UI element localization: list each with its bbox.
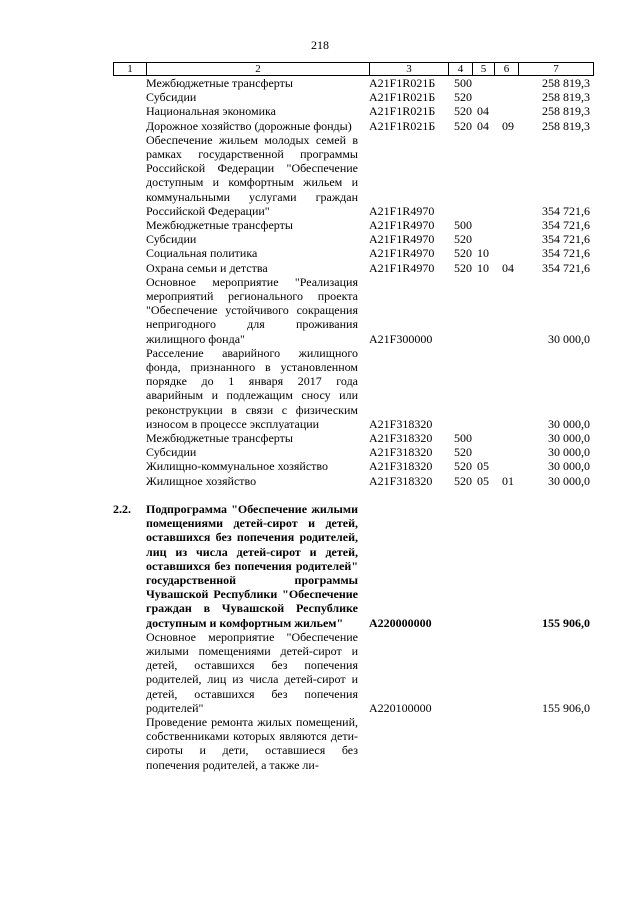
- row-code: A21F1R4970: [369, 218, 435, 233]
- row-name: Охрана семьи и детства: [146, 260, 268, 275]
- row-name: Субсидии: [146, 90, 197, 105]
- table-body: [0, 76, 640, 772]
- row-value: 155 906,0: [542, 615, 590, 630]
- row-value: 258 819,3: [542, 76, 590, 90]
- row-col-4: 500: [454, 218, 472, 233]
- row-name: Жилищное хозяйство: [146, 473, 257, 488]
- table-row: [0, 474, 640, 488]
- row-value: 30 000,0: [548, 416, 590, 431]
- row-col-4: 500: [454, 76, 472, 90]
- row-col-5: 04: [477, 118, 489, 133]
- row-code: A21F1R4970: [369, 246, 435, 261]
- row-col-4: 520: [454, 104, 472, 119]
- table-row: [0, 630, 640, 715]
- row-value: 30 000,0: [548, 331, 590, 346]
- row-name: Национальная экономика: [146, 104, 276, 119]
- table-row: [0, 261, 640, 275]
- row-col-5: 04: [477, 104, 489, 119]
- row-value: 354 721,6: [542, 203, 590, 218]
- row-col-6: 01: [502, 473, 514, 488]
- header-col-2: 2: [147, 62, 370, 76]
- header-col-1: 1: [113, 62, 147, 76]
- table-row: [0, 119, 640, 133]
- row-value: 258 819,3: [542, 90, 590, 105]
- row-code: A21F1R4970: [369, 203, 435, 218]
- row-col-4: 520: [454, 232, 472, 247]
- row-col-4: 520: [454, 260, 472, 275]
- row-code: A21F318320: [369, 431, 433, 446]
- row-code: A220100000: [369, 700, 432, 715]
- row-value: 354 721,6: [542, 246, 590, 261]
- row-code: A21F318320: [369, 473, 433, 488]
- row-value: 30 000,0: [548, 445, 590, 460]
- row-name: Проведение ремонта жилых помещений, собственниками которых являются дети-сироты и дети, оставшиеся без попечения родителей, а также ли-: [146, 714, 358, 772]
- row-name: Жилищно-коммунальное хозяйство: [146, 459, 329, 474]
- row-code: A21F318320: [369, 445, 433, 460]
- table-row: [0, 246, 640, 260]
- row-col-5: 05: [477, 473, 489, 488]
- row-col-4: 500: [454, 431, 472, 446]
- header-col-6: 6: [495, 62, 519, 76]
- row-code: A21F1R4970: [369, 232, 435, 247]
- row-value: 354 721,6: [542, 232, 590, 247]
- row-col-5: 05: [477, 459, 489, 474]
- row-col-4: 520: [454, 90, 472, 105]
- table-row: [0, 133, 640, 218]
- row-code: A21F1R021Б: [369, 104, 436, 119]
- header-col-4: 4: [449, 62, 473, 76]
- row-col-4: 520: [454, 473, 472, 488]
- table-row: [0, 502, 640, 630]
- table-row: [0, 715, 640, 772]
- row-col-4: 520: [454, 118, 472, 133]
- row-code: A21F318320: [369, 416, 433, 431]
- table-row: [0, 218, 640, 232]
- row-value: 258 819,3: [542, 118, 590, 133]
- row-name: Подпрограмма "Обеспечение жилыми помещениями детей-сирот и детей, оставшихся без попечения родителей, лиц из числа детей-сирот и детей, оставшихся без попечения родителей" государственной программы Чувашской Республики "Обеспечение граждан в Чувашской Республике доступным и комфортным жильем": [146, 501, 358, 630]
- row-col-5: 10: [477, 260, 489, 275]
- row-col-4: 520: [454, 246, 472, 261]
- row-value: 155 906,0: [542, 700, 590, 715]
- row-name: Межбюджетные трансферты: [146, 218, 293, 233]
- row-col-6: 04: [502, 260, 514, 275]
- row-name: Обеспечение жильем молодых семей в рамках государственной программы Российской Федерации "Обеспечение доступным и комфортным жильем и коммунальными услугами граждан Российской Федерации": [146, 132, 358, 218]
- table-row: [0, 104, 640, 118]
- header-col-7: 7: [519, 62, 594, 76]
- row-value: 30 000,0: [548, 431, 590, 446]
- row-code: A21F1R021Б: [369, 118, 436, 133]
- row-gap: [0, 488, 640, 502]
- row-name: Дорожное хозяйство (дорожные фонды): [146, 118, 352, 133]
- row-name: Межбюджетные трансферты: [146, 431, 293, 446]
- row-name: Межбюджетные трансферты: [146, 76, 293, 90]
- row-col-6: 09: [502, 118, 514, 133]
- row-value: 30 000,0: [548, 473, 590, 488]
- row-name: Субсидии: [146, 445, 197, 460]
- table-row: [0, 76, 640, 90]
- row-name: Социальная политика: [146, 246, 258, 261]
- table-row: [0, 275, 640, 346]
- row-col-5: 10: [477, 246, 489, 261]
- header-col-5: 5: [473, 62, 495, 76]
- row-name: Основное мероприятие "Реализация мероприятий регионального проекта "Обеспечение устойчивого сокращения непригодного для проживания жилищного фонда": [146, 274, 358, 346]
- row-code: A21F1R021Б: [369, 76, 436, 90]
- row-name: Расселение аварийного жилищного фонда, признанного в установленном порядке до 1 января 2017 года аварийным и подлежащим сносу или реконструкции в связи с физическим износом в процессе эксплуатации: [146, 345, 358, 431]
- table-row: [0, 459, 640, 473]
- row-code: A21F300000: [369, 331, 433, 346]
- row-code: A21F318320: [369, 459, 433, 474]
- row-name: Основное мероприятие "Обеспечение жилыми помещениями детей-сирот и детей, оставшихся без попечения родителей, лиц из числа детей-сирот и детей, оставшихся без попечения родителей": [146, 629, 358, 715]
- row-value: 30 000,0: [548, 459, 590, 474]
- table-row: [0, 90, 640, 104]
- row-value: 354 721,6: [542, 218, 590, 233]
- row-value: 354 721,6: [542, 260, 590, 275]
- row-code: A21F1R4970: [369, 260, 435, 275]
- table-row: [0, 431, 640, 445]
- row-code: A220000000: [369, 615, 432, 630]
- row-name: Субсидии: [146, 232, 197, 247]
- row-col-4: 520: [454, 459, 472, 474]
- table-row: [0, 445, 640, 459]
- row-value: 258 819,3: [542, 104, 590, 119]
- section-number: 2.2.: [113, 501, 131, 516]
- row-col-4: 520: [454, 445, 472, 460]
- table-row: [0, 346, 640, 431]
- page-number: 218: [311, 38, 329, 52]
- header-col-3: 3: [370, 62, 449, 76]
- row-code: A21F1R021Б: [369, 90, 436, 105]
- table-row: [0, 232, 640, 246]
